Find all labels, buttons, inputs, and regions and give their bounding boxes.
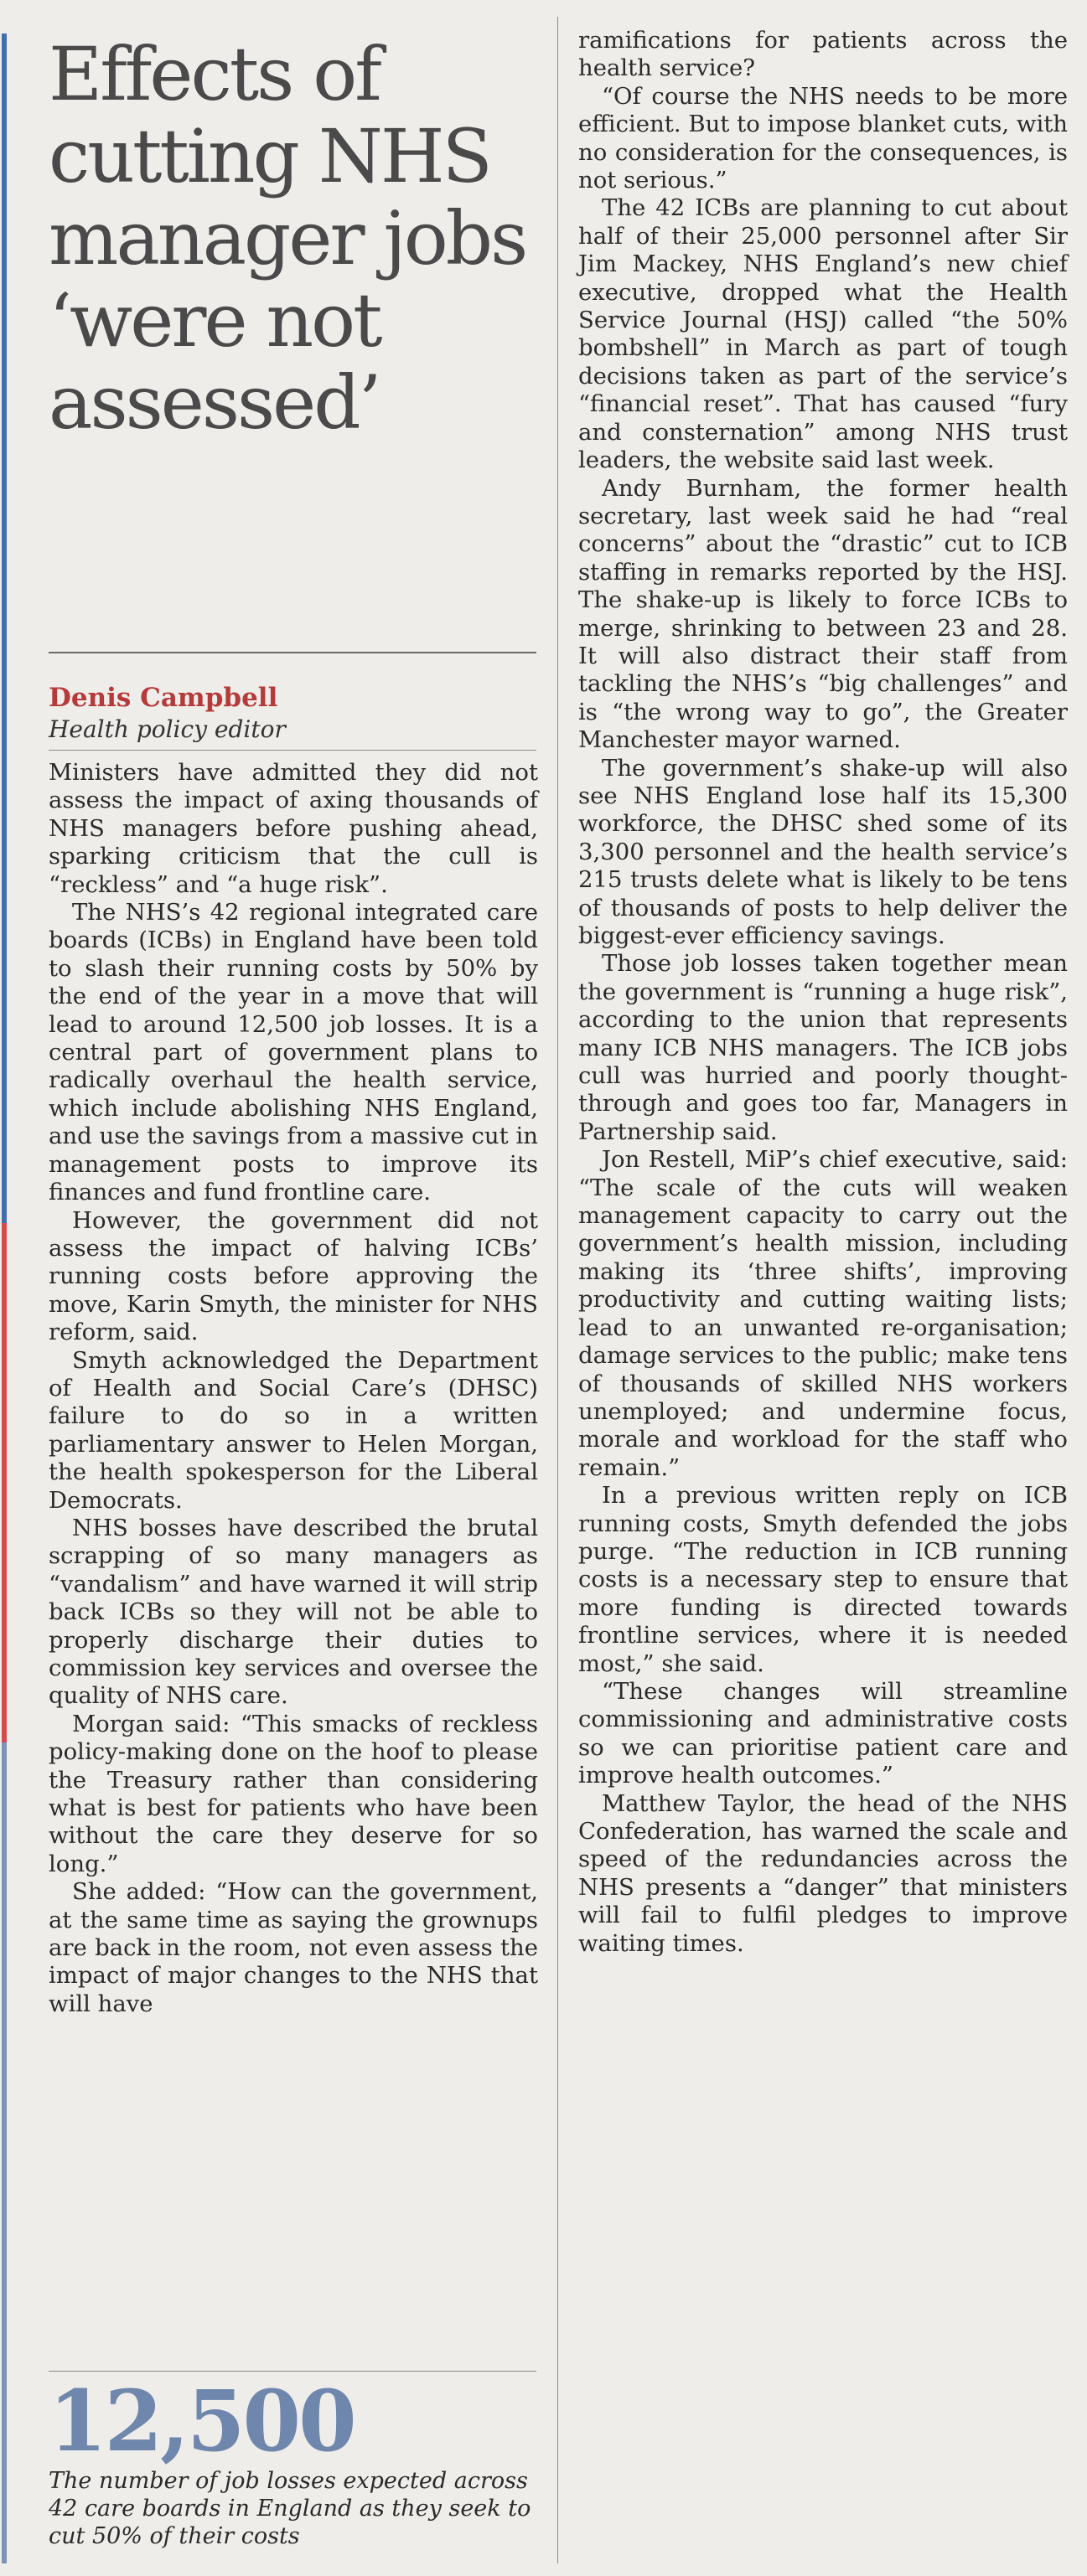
paragraph: Andy Burnham, the former health secretary, last week said he had “real concerns” about the “drastic” cut to ICB staffing in remarks reported by the HSJ. The shake-up is likely to force ICBs to merge, shrinking to between 23 and 28. It will also distract their staff from tackling the NHS’s “big challenges” and is “the wrong way to go”, the Greater Manchester mayor warned. (578, 474, 1068, 754)
paragraph: The government’s shake-up will also see NHS England lose half its 15,300 workforce, the DHSC shed some of its 3,300 personnel and the health service’s 215 trusts delete what is likely to be tens of thousands of posts to help deliver the biggest-ever efficiency savings. (578, 754, 1068, 949)
paragraph: Those job losses taken together mean the government is “running a huge risk”, according to the union that represents many ICB NHS managers. The ICB jobs cull was hurried and poorly thought-through and goes too far, Managers in Partnership said. (578, 950, 1068, 1145)
column-2-text (578, 27, 1068, 1958)
color-bar-red (2, 1223, 7, 1742)
paragraph: In a previous written reply on ICB running costs, Smyth defended the jobs purge. “The reduction in ICB running costs is a necessary step to ensure that more funding is directed towards frontline services, where it is needed most,” she said. (578, 1482, 1068, 1677)
paragraph: Smyth acknowledged the Department of Health and Social Care’s (DHSC) failure to do so in a written parliamentary answer to Helen Morgan, the health spokesperson for the Liberal Democrats. (49, 1346, 538, 1514)
author-role: Health policy editor (49, 715, 286, 743)
headline: Effects of cutting NHS manager jobs ‘were not assessed’ (49, 31, 526, 446)
section-color-bar (0, 0, 10, 2576)
color-bar-blue (2, 34, 7, 1223)
column-1-text (49, 759, 538, 2018)
byline (49, 682, 535, 746)
byline-top-rule (49, 652, 536, 653)
stat-caption: The number of job losses expected across 42 care boards in England as they seek to cut 50% of their costs (49, 2468, 531, 2549)
paragraph: She added: “How can the government, at the same time as saying the grownups are back in the room, not even assess the impact of major changes to the NHS that will have (49, 1878, 538, 2017)
paragraph: The NHS’s 42 regional integrated care boards (ICBs) in England have been told to slash their running costs by 50% by the end of the year in a move that will lead to around 12,500 job losses. It is a central part of government plans to radically overhaul the health service, which include abolishing NHS England, and use the savings from a massive cut in management posts to improve its finances and fund frontline care. (49, 899, 538, 1206)
paragraph: Jon Restell, MiP’s chief executive, said: “The scale of the cuts will weaken management capacity to carry out the government’s health mission, including making its ‘three shifts’, improving productivity and cutting waiting lists; lead to an unwanted re-organisation; damage services to the public; make tens of thousands of skilled NHS workers unemployed; and undermine focus, morale and workload for the staff who remain.” (578, 1146, 1068, 1481)
color-bar-slate (2, 1742, 7, 2563)
paragraph: Matthew Taylor, the head of the NHS Confederation, has warned the scale and speed of the redundancies across the NHS presents a “danger” that ministers will fail to fulfil pledges to improve waiting times. (578, 1789, 1068, 1957)
byline-bottom-rule (49, 750, 536, 751)
paragraph: Morgan said: “This smacks of reckless policy-making done on the hoof to please the Treasury rather than considering what is best for patients who have been without the care they deserve for so long.” (49, 1710, 538, 1877)
paragraph: NHS bosses have described the brutal scrapping of so many managers as “vandalism” and have warned it will strip back ICBs so they will not be able to properly discharge their duties to commission key services and oversee the quality of NHS care. (49, 1514, 538, 1710)
paragraph: “These changes will streamline commissioning and administrative costs so we can prioritise patient care and improve health outcomes.” (578, 1677, 1068, 1789)
paragraph: The 42 ICBs are planning to cut about half of their 25,000 personnel after Sir Jim Mackey, NHS England’s new chief executive, dropped what the Health Service Journal (HSJ) called “the 50% bombshell” in March as part of tough decisions taken as part of the service’s “financial reset”. That has caused “fury and consternation” among NHS trust leaders, the website said last week. (578, 194, 1068, 474)
paragraph: However, the government did not assess the impact of halving ICBs’ running costs before approving the move, Karin Smyth, the minister for NHS reform, said. (49, 1206, 538, 1346)
paragraph: Ministers have admitted they did not assess the impact of axing thousands of NHS managers before pushing ahead, sparking criticism that the cull is “reckless” and “a huge risk”. (49, 759, 538, 898)
stat-number: 12,500 (49, 2372, 355, 2470)
column-divider (557, 17, 558, 2563)
paragraph: “Of course the NHS needs to be more efficient. But to impose blanket cuts, with no consideration for the consequences, is not serious.” (578, 82, 1068, 194)
paragraph: ramifications for patients across the health service? (578, 27, 1068, 82)
author-name: Denis Campbell (49, 683, 278, 713)
